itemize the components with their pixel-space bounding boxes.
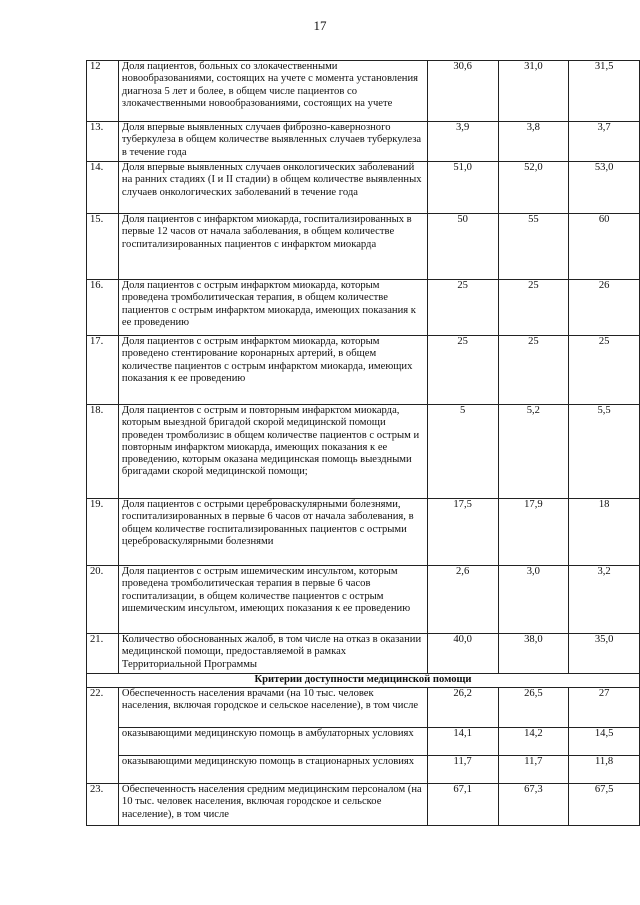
value-year2: 5,2 — [498, 405, 569, 499]
row-number: 21. — [87, 634, 119, 674]
value-year1: 3,9 — [427, 122, 498, 162]
value-year1: 40,0 — [427, 634, 498, 674]
table-row — [87, 214, 640, 280]
row-number: 13. — [87, 122, 119, 162]
table-row — [87, 61, 640, 122]
row-number: 20. — [87, 566, 119, 634]
indicator-text: Доля пациентов, больных со злокачественными новообразованиями, состоящих на учете с момента установления диагноза 5 лет и более, в общем числе пациентов со злокачественными новообразованиями, состоящих на учете — [118, 61, 427, 122]
table-row — [87, 405, 640, 499]
value-year3: 5,5 — [569, 405, 640, 499]
value-year3: 26 — [569, 280, 640, 336]
value-year1: 50 — [427, 214, 498, 280]
value-year3: 31,5 — [569, 61, 640, 122]
value-year3: 67,5 — [569, 784, 640, 826]
section-header: Критерии доступности медицинской помощи — [87, 674, 640, 688]
table-row — [87, 784, 640, 826]
row-number: 12 — [87, 61, 119, 122]
row-number: 17. — [87, 336, 119, 405]
row-number: 23. — [87, 784, 119, 826]
value-year2: 52,0 — [498, 162, 569, 214]
table-row — [87, 634, 640, 674]
value-year3: 35,0 — [569, 634, 640, 674]
indicator-text: Доля впервые выявленных случаев фиброзно-кавернозного туберкулеза в общем количестве выявленных случаев туберкулеза в течение года — [118, 122, 427, 162]
table-row — [87, 566, 640, 634]
value-year1: 30,6 — [427, 61, 498, 122]
value-year3: 18 — [569, 499, 640, 566]
indicator-text: Обеспеченность населения врачами (на 10 тыс. человек населения, включая городское и сельское население), в том числе — [118, 688, 427, 728]
table-row — [87, 499, 640, 566]
table-row — [87, 756, 640, 784]
value-year2: 25 — [498, 280, 569, 336]
value-year3: 11,8 — [569, 756, 640, 784]
value-year3: 14,5 — [569, 728, 640, 756]
value-year2: 14,2 — [498, 728, 569, 756]
value-year1: 26,2 — [427, 688, 498, 728]
value-year2: 3,8 — [498, 122, 569, 162]
row-number: 18. — [87, 405, 119, 499]
value-year3: 3,2 — [569, 566, 640, 634]
value-year1: 25 — [427, 336, 498, 405]
indicator-text: Доля пациентов с острыми цереброваскулярными болезнями, госпитализированных в первые 6 часов от начала заболевания, в общем количестве госпитализированных пациентов с острыми цереброваскулярными болезнями — [118, 499, 427, 566]
value-year1: 17,5 — [427, 499, 498, 566]
value-year3: 60 — [569, 214, 640, 280]
row-number: 22. — [87, 688, 119, 784]
value-year2: 31,0 — [498, 61, 569, 122]
value-year1: 2,6 — [427, 566, 498, 634]
value-year2: 26,5 — [498, 688, 569, 728]
value-year3: 53,0 — [569, 162, 640, 214]
value-year2: 67,3 — [498, 784, 569, 826]
value-year1: 5 — [427, 405, 498, 499]
table-row — [87, 336, 640, 405]
value-year1: 67,1 — [427, 784, 498, 826]
table-row — [87, 688, 640, 728]
indicator-text: Доля пациентов с инфарктом миокарда, госпитализированных в первые 12 часов от начала заболевания, в общем количестве госпитализированных пациентов с инфарктом миокарда — [118, 214, 427, 280]
row-number: 15. — [87, 214, 119, 280]
indicator-text: Доля пациентов с острым инфарктом миокарда, которым проведено стентирование коронарных артерий, в общем количестве пациентов с острым инфарктом миокарда, имеющих показания к ее проведению — [118, 336, 427, 405]
indicator-text: Доля пациентов с острым ишемическим инсультом, которым проведена тромболитическая терапия в первые 6 часов госпитализации, в общем количестве пациентов с острым ишемическим инсультом, имеющих показания к ее проведению — [118, 566, 427, 634]
indicator-text: Обеспеченность населения средним медицинским персоналом (на 10 тыс. человек населения, включая городское и сельское население), в том числе — [118, 784, 427, 826]
row-number: 14. — [87, 162, 119, 214]
section-header-row — [87, 674, 640, 688]
value-year2: 38,0 — [498, 634, 569, 674]
value-year1: 25 — [427, 280, 498, 336]
value-year3: 27 — [569, 688, 640, 728]
value-year1: 11,7 — [427, 756, 498, 784]
value-year2: 55 — [498, 214, 569, 280]
value-year2: 17,9 — [498, 499, 569, 566]
value-year2: 11,7 — [498, 756, 569, 784]
table-row — [87, 122, 640, 162]
indicator-text: Количество обоснованных жалоб, в том числе на отказ в оказании медицинской помощи, предоставляемой в рамках Территориальной Программы — [118, 634, 427, 674]
value-year3: 3,7 — [569, 122, 640, 162]
row-number: 16. — [87, 280, 119, 336]
indicator-text: оказывающими медицинскую помощь в стационарных условиях — [118, 756, 427, 784]
indicator-text: Доля пациентов с острым инфарктом миокарда, которым проведена тромболитическая терапия, в общем количестве пациентов с острым инфарктом миокарда, имеющих показания к ее проведению — [118, 280, 427, 336]
value-year1: 14,1 — [427, 728, 498, 756]
value-year1: 51,0 — [427, 162, 498, 214]
indicator-text: оказывающими медицинскую помощь в амбулаторных условиях — [118, 728, 427, 756]
table-row — [87, 162, 640, 214]
indicator-text: Доля впервые выявленных случаев онкологических заболеваний на ранних стадиях (I и II стадии) в общем количестве выявленных случаев онкологических заболеваний в течение года — [118, 162, 427, 214]
value-year3: 25 — [569, 336, 640, 405]
indicator-text: Доля пациентов с острым и повторным инфарктом миокарда, которым выездной бригадой скорой медицинской помощи проведен тромболизис в общем количестве пациентов с острым и повторным инфарктом миокарда, имеющих показания к ее проведению, которым оказана медицинская помощь выездными бригадами скорой медицинской помощи; — [118, 405, 427, 499]
criteria-table — [86, 60, 640, 826]
row-number: 19. — [87, 499, 119, 566]
value-year2: 3,0 — [498, 566, 569, 634]
table-row — [87, 280, 640, 336]
page-number: 17 — [313, 18, 327, 33]
table-row — [87, 728, 640, 756]
value-year2: 25 — [498, 336, 569, 405]
